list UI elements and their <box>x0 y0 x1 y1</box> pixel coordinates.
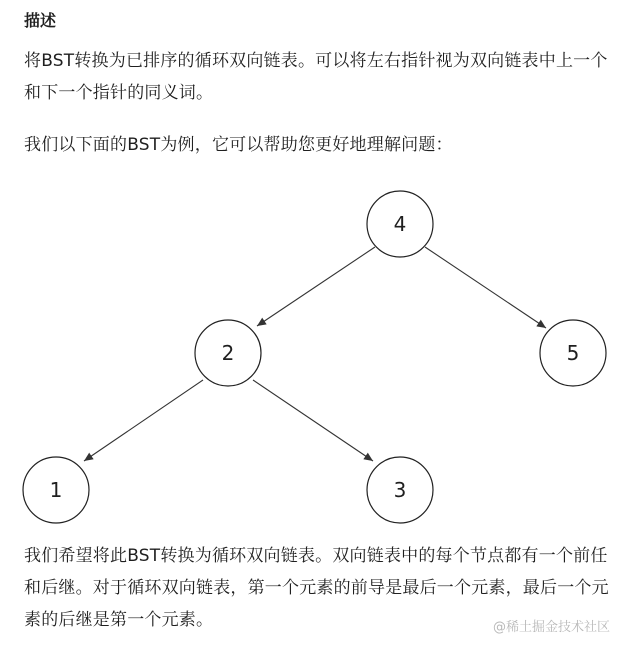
tree-node-2-label: 2 <box>221 341 235 365</box>
tree-node-4-label: 4 <box>393 212 407 236</box>
edge-2-1 <box>84 380 203 461</box>
tree-node-2 <box>195 320 261 386</box>
intro-paragraph: 将BST转换为已排序的循环双向链表。可以将左右指针视为双向链表中上一个和下一个指针的同义词。 <box>24 51 608 103</box>
tree-node-3 <box>367 457 433 523</box>
watermark: @稀土掘金技术社区 <box>492 620 610 635</box>
tree-node-5-label: 5 <box>566 341 580 365</box>
edge-2-3 <box>253 380 373 461</box>
section-heading: 描述 <box>24 11 57 30</box>
edge-4-2 <box>257 247 375 326</box>
tree-node-1-label: 1 <box>49 478 63 502</box>
tree-node-1 <box>23 457 89 523</box>
example-paragraph: 我们以下面的BST为例，它可以帮助您更好地理解问题： <box>24 135 453 155</box>
edge-4-5 <box>425 247 546 328</box>
goal-paragraph: 我们希望将此BST转换为循环双向链表。双向链表中的每个节点都有一个前任和后继。对于循环双向链表，第一个元素的前导是最后一个元素，最后一个元素的后继是第一个元素。 <box>24 546 609 630</box>
tree-node-3-label: 3 <box>393 478 407 502</box>
tree-node-4 <box>367 191 433 257</box>
tree-node-5 <box>540 320 606 386</box>
